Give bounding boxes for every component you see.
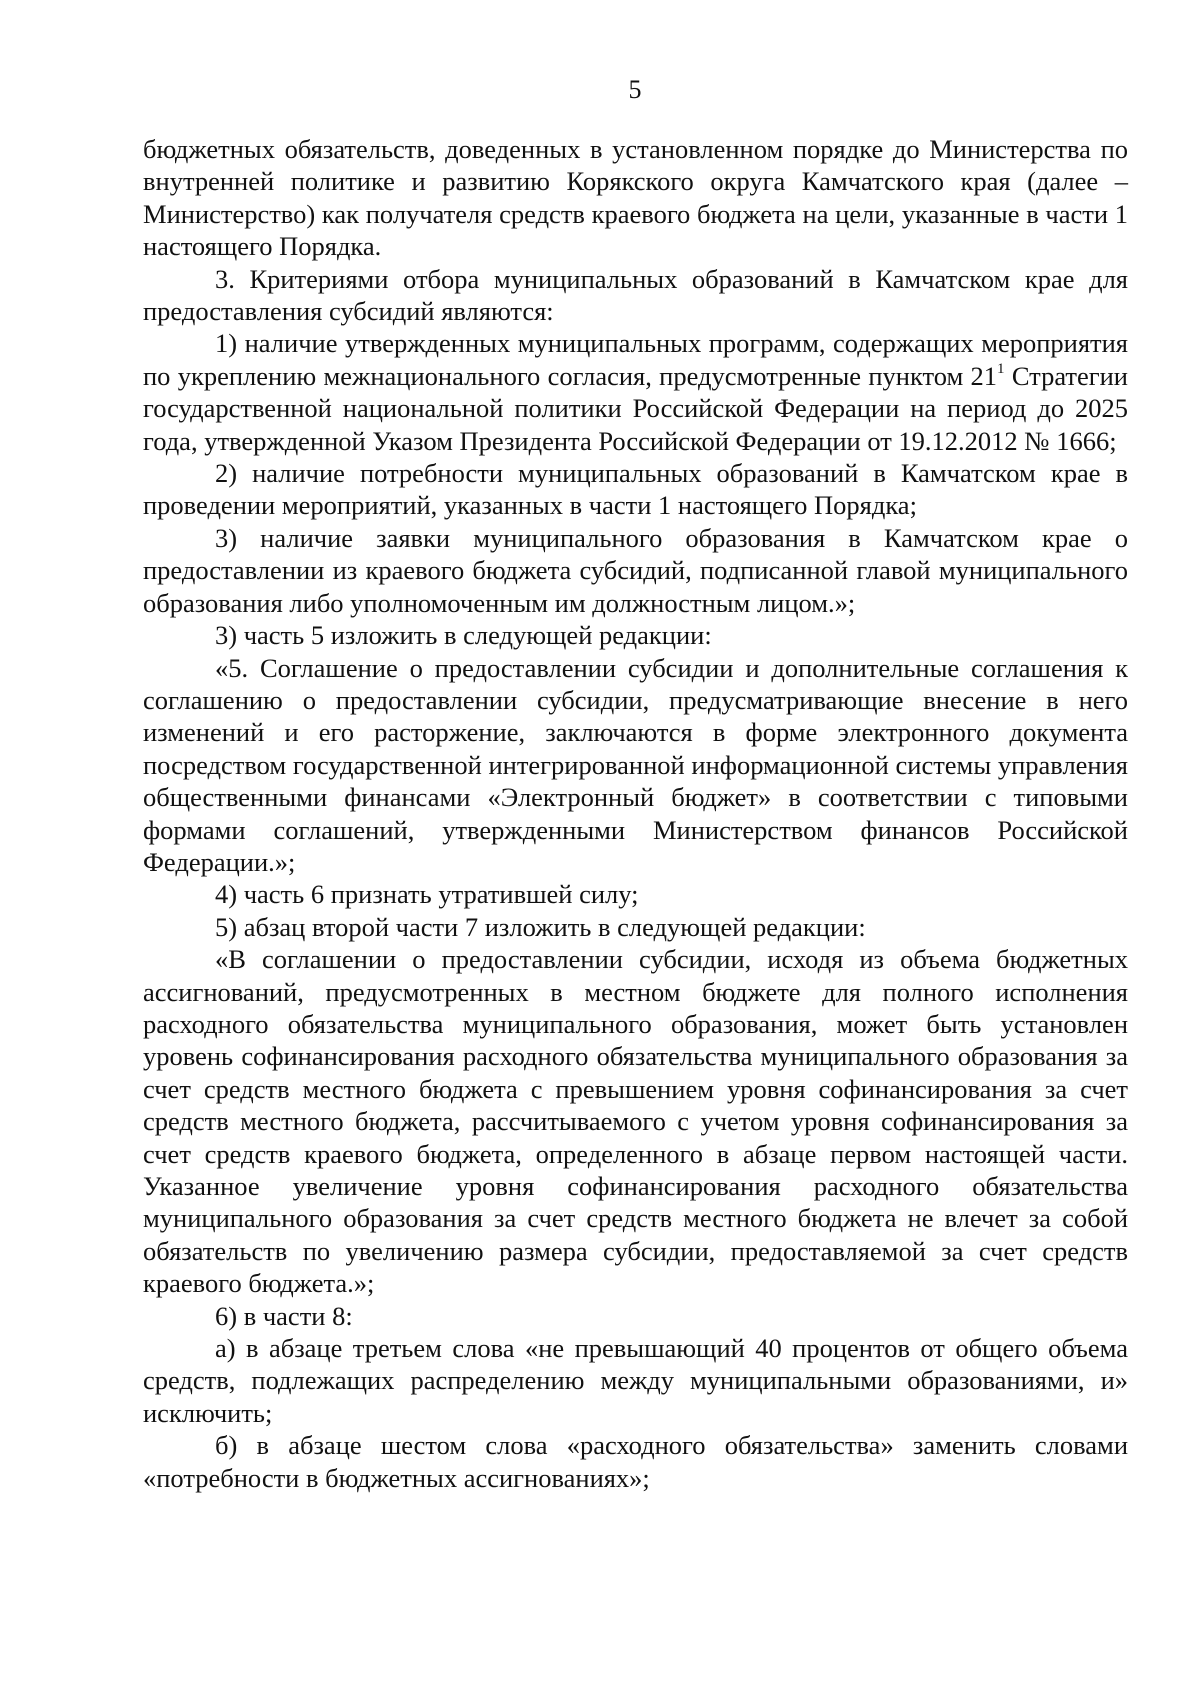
paragraph-subitem-a: а) в абзаце третьем слова «не превышающий 40 процентов от общего объема средств, подлежащих распределению между муниципальными образованиями, и» исключить; (143, 1333, 1128, 1428)
paragraph-part-7: «В соглашении о предоставлении субсидии, исходя из объема бюджетных ассигнований, предусмотренных в местном бюджете для полного исполнения расходного обязательства муниципального образования, может быть установлен уровень софинансирования расходного обязательства муниципального образования за счет средств местного бюджета с превышением уровня софинансирования за счет средств местного бюджета, рассчитываемого с учетом уровня софинансирования за счет средств краевого бюджета, определенного в абзаце первом настоящей части. Указанное увеличение уровня софинансирования расходного обязательства муниципального образования за счет средств местного бюджета не влечет за собой обязательств по увеличению размера субсидии, предоставляемой за счет средств краевого бюджета.»; (143, 944, 1128, 1299)
superscript-mark: 1 (997, 361, 1005, 378)
paragraph-criteria: 3. Критериями отбора муниципальных образований в Камчатском крае для предоставления субсидий являются: (143, 263, 1128, 327)
criterion-1-text-end: Стратегии государственной национальной политики Российской Федерации на период до 2025 года, утвержденной Указом Президента Российской Федерации от 19.12.2012 № 1666; (143, 360, 1128, 456)
paragraph-subitem-b: б) в абзаце шестом слова «расходного обязательства» заменить словами «потребности в бюджетных ассигнованиях»; (143, 1430, 1128, 1493)
document-body (143, 133, 1128, 1494)
paragraph-item-6: 6) в части 8: (215, 1300, 353, 1331)
paragraph-item-3: 3) часть 5 изложить в следующей редакции: (215, 620, 712, 651)
paragraph-continuation: бюджетных обязательств, доведенных в установленном порядке до Министерства по внутренней политике и развитию Корякского округа Камчатского края (далее – Министерство) как получателя средств краевого бюджета на цели, указанные в части 1 настоящего Порядка. (143, 134, 1128, 262)
paragraph-criterion-3: 3) наличие заявки муниципального образования в Камчатском крае о предоставлении из краевого бюджета субсидий, подписанной главой муниципального образования либо уполномоченным им должностным лицом.»; (143, 522, 1128, 618)
paragraph-item-4: 4) часть 6 признать утратившей силу; (215, 879, 639, 910)
criterion-1-text-start: 1) наличие утвержденных муниципальных программ, содержащих мероприятия по укреплению межнационального согласия, предусмотренные пунктом 21 (143, 328, 1128, 391)
paragraph-criterion-1 (143, 327, 1128, 457)
paragraph-part-5: «5. Соглашение о предоставлении субсидии и дополнительные соглашения к соглашению о предоставлении субсидии, предусматривающие внесение в него изменений и его расторжение, заключаются в форме электронного документа посредством государственной интегрированной информационной системы управления общественными финансами «Электронный бюджет» в соответствии с типовыми формами соглашений, утвержденными Министерством финансов Российской Федерации.»; (143, 652, 1128, 877)
paragraph-criterion-2: 2) наличие потребности муниципальных образований в Камчатском крае в проведении мероприятий, указанных в части 1 настоящего Порядка; (143, 458, 1128, 521)
paragraph-item-5: 5) абзац второй части 7 изложить в следующей редакции: (215, 911, 866, 942)
page-number: 5 (628, 75, 642, 104)
